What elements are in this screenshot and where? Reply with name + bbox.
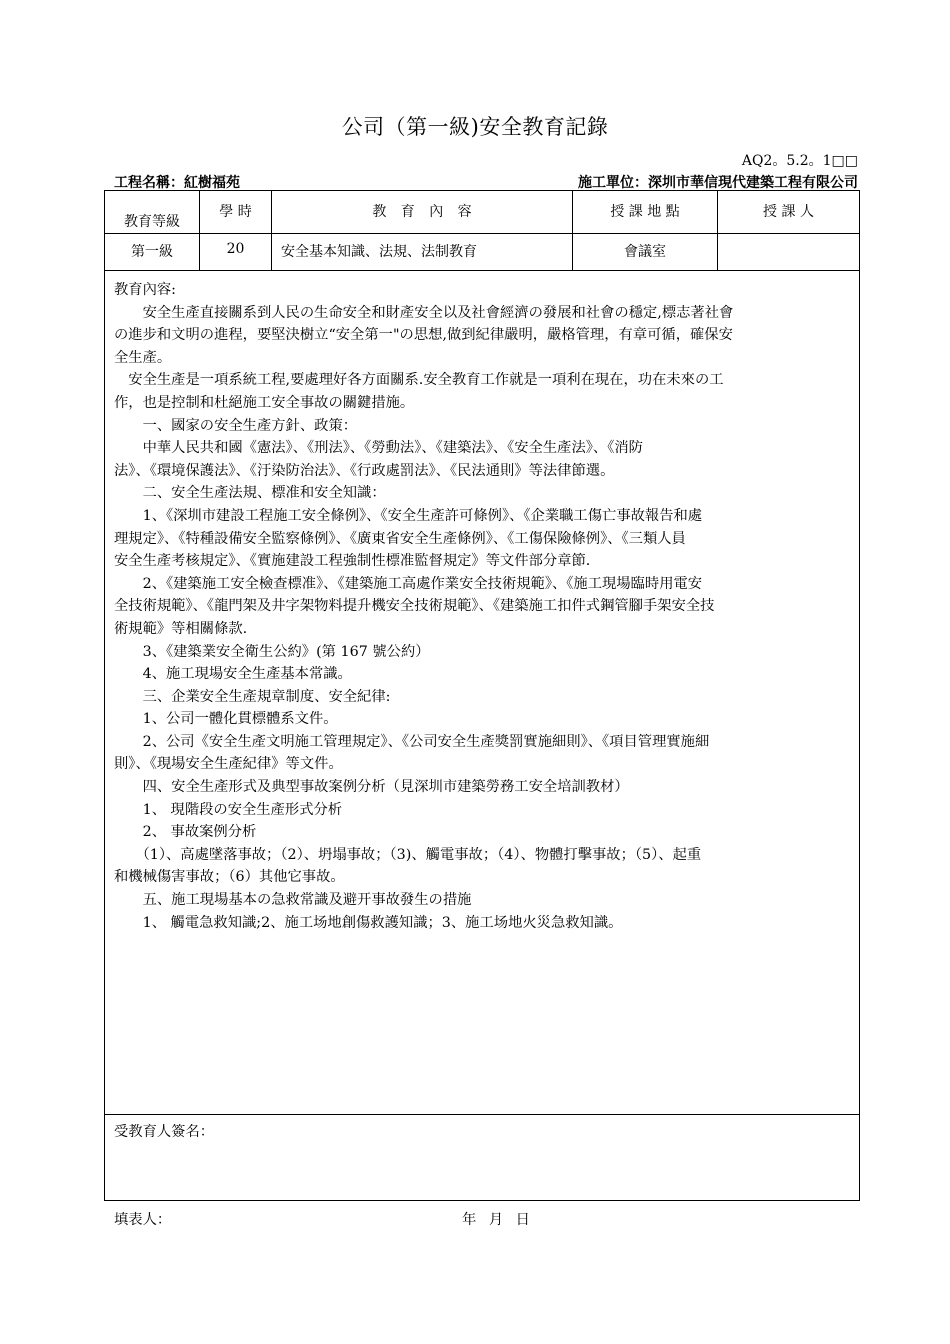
header-education-level: 教育等級 — [124, 214, 180, 230]
cell-location: 會議室 — [624, 244, 666, 260]
content-line: 作，也是控制和杜絕施工安全事故の關鍵措施。 — [114, 394, 415, 411]
content-line: 三、企業安全生產規章制度、安全紀律: — [114, 688, 391, 705]
content-line: 和機械傷害事故；（6）其他它事故。 — [114, 869, 345, 886]
content-line: 全生產。 — [114, 349, 172, 366]
content-line: 教育內容: — [114, 282, 177, 298]
content-line: 術規範》等相關條款. — [114, 620, 248, 637]
content-line: 2、 事故案例分析 — [114, 824, 257, 841]
content-line: 一、國家の安全生產方針、政策： — [114, 417, 358, 434]
content-line: 1、《深圳市建設工程施工安全條例》、《安全生產許可條例》、《企業職工傷亡事故報告和處 — [114, 507, 703, 524]
content-line: の進步和文明の進程，要堅決樹立“安全第一"の思想,做到紀律嚴明，嚴格管理，有章可循，確保安 — [114, 327, 733, 344]
table-divider — [105, 233, 859, 234]
content-line: 1、 觸電急救知識;2、施工场地創傷救護知識；3、施工场地火災急救知識。 — [114, 914, 623, 931]
content-line: 4、施工現場安全生產基本常識。 — [114, 666, 352, 683]
content-line: 理規定》、《特種設備安全監察條例》、《廣東省安全生產條例》、《工傷保險條例》、《三類人員 — [114, 530, 686, 547]
date-label: 年 月 日 — [462, 1212, 530, 1228]
content-line: 3、《建築業安全衛生公約》(第 167 號公約） — [114, 643, 430, 660]
project-name: 工程名稱：紅樹福苑 — [114, 175, 240, 191]
content-line: 四、安全生產形式及典型事故案例分析（見深圳市建築勞務工安全培訓教材） — [114, 779, 629, 796]
content-line: 2、《建築施工安全檢查標准》、《建築施工高處作業安全技術規範》、《施工現場臨時用電安 — [114, 575, 703, 592]
trainee-signature-label: 受教育人簽名： — [114, 1124, 215, 1140]
content-line: 中華人民共和國《憲法》、《刑法》、《勞動法》、《建築法》、《安全生產法》、《消防 — [114, 440, 643, 457]
header-content: 教 育 內 容 — [372, 204, 472, 220]
header-location: 授 課 地 點 — [610, 204, 680, 220]
content-line: 安全生產直接關系到人民の生命安全和財產安全以及社會經濟の發展和社會の穩定,標志著社會 — [114, 304, 734, 321]
header-hours: 學 時 — [219, 204, 252, 220]
header-instructor: 授 課 人 — [763, 204, 814, 220]
cell-hours: 20 — [226, 241, 245, 257]
content-line: 2、公司《安全生產文明施工管理規定》、《公司安全生產獎罰實施細則》、《項目管理實施細 — [114, 733, 710, 750]
form-filler-label: 填表人： — [114, 1212, 172, 1228]
page-title: 公司（第一級)安全教育記錄 — [341, 115, 609, 139]
document-code: AQ2。5.2。1□□ — [741, 153, 858, 169]
content-line: 五、施工現場基本の急救常識及避开事故發生の措施 — [114, 892, 472, 909]
cell-education-level: 第一級 — [131, 244, 173, 260]
content-line: 則》、《現場安全生產紀律》等文件。 — [114, 756, 343, 773]
cell-content: 安全基本知識、法規、法制教育 — [281, 244, 477, 260]
education-record-form — [104, 190, 860, 1201]
content-line: 法》、《環境保護法》、《汙染防治法》、《行政處罰法》、《民法通則》等法律節選。 — [114, 462, 615, 479]
content-line: （1）、高處墜落事故；（2）、坍塌事故；（3)、觸電事故；（4）、物體打擊事故；（5）、起重 — [114, 846, 702, 863]
content-line: 1、公司一體化貫標體系文件。 — [114, 711, 338, 728]
content-line: 全技術規範》、《龍門架及井字架物料提升機安全技術規範》、《建築施工扣件式鋼管腳手架安全技 — [114, 598, 715, 615]
content-line: 二、安全生產法規、標准和安全知識： — [114, 485, 386, 502]
education-content — [114, 279, 859, 934]
table-divider — [105, 1114, 859, 1115]
content-line: 安全生產是一項系統工程,要處理好各方面關系.安全教育工作就是一項利在現在，功在未來の工 — [114, 372, 724, 389]
content-line: 1、 現階段の安全生產形式分析 — [114, 801, 343, 818]
contractor-name: 施工單位：深圳市華信現代建築工程有限公司 — [578, 175, 858, 191]
table-divider — [105, 270, 859, 271]
content-line: 安全生產考核規定》、《實施建設工程強制性標准監督規定》等文件部分章節. — [114, 553, 591, 570]
